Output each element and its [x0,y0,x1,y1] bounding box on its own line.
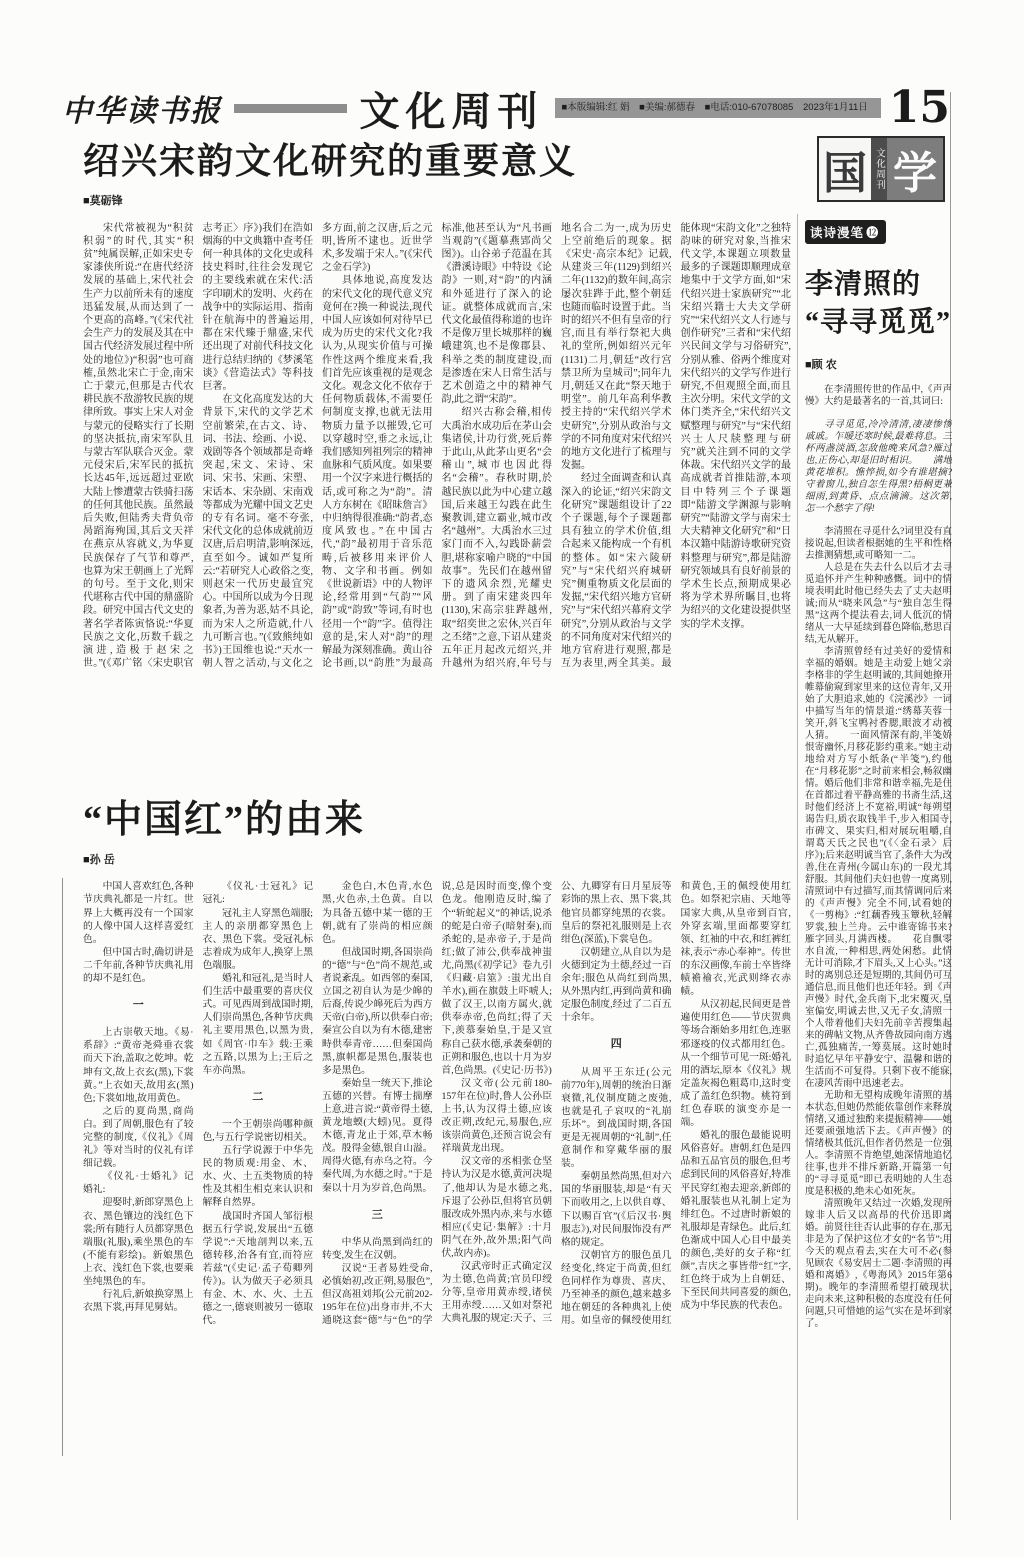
paragraph: 婚礼的服色最能说明风俗喜好。唐朝,红色是四品和五品官员的服色,但考虑到民间的风俗喜好,特准平民穿红袍去迎亲,新郎的婚礼服装也从礼制上定为绯红色。不过唐时新娘的礼服却是青绿色。此后,红色渐成中国人心目中最美的颜色,美好的女子称“红颜”,吉庆之事皆带“红”字,红色终于成为上自朝廷、下至民间共同喜爱的颜色,成为中华民族的代表色。 [680,1130,791,1312]
paragraph: 汉朝官方的服色虽几经变化,终定于尚黄,但红色同样作为尊贵、喜庆、乃至神圣的颜色,越来越多地在朝廷的各种典礼上使用。如皇帝的佩绶使用红和黄色,王的佩绶使用红色。如祭祀宗庙、天地等国家大典,从皇帝到百官,外穿玄端,里面都要穿红领、红袖的中衣,和红裤红袜,表示“赤心奉神”。传世的东汉画像,车前士卒皆绛帻襜褕衣,光武则绛衣赤帻。 [561,881,791,1327]
sidebar-article-author: ■顾 农 [805,358,837,371]
paragraph: 无助和无望构成晚年清照的基本状态,但她仍然能依靠创作来释放情绪,又通过独酌来提振精神——她还要顽强地活下去。《声声慢》的情绪极其低沉,但作者仍然是一位强人。李清照不肯绝望,她深情地追忆往事,也并不排斥新路,开篇第一句的“寻寻觅觅”即已表明她的人生态度是积极的,绝未心如死灰。 [805,1090,952,1197]
paragraph: 具体地说,高度发达的宋代文化的现代意义究竟何在?换一种说法,现代中国人应该如何对待早已成为历史的宋代文化?我认为,从现实价值与可操作性这两个维度来看,我们首先应该重视的是观念文化。观念文化不依存于任何物质载体,不需要任何制度支撑,也就无法用物质力量予以摧毁,它可以穿越时空,垂之永远,让我们感知列祖列宗的精神血脉和气质风度。如果要用一个汉字来进行概括的话,或可称之为“韵”。清人方东树在《昭昧詹言》中归纳得很准确:“韵者,态度风致也。”在中国古代,“韵”最初用于音乐范畴,后被移用来评价人物、文字和书画。例如《世说新语》中的人物评论,经常用到“气韵”“风韵”或“韵致”等词,有时也径用一个“韵”字。值得注意的是,宋人对“韵”的理解最为深刻准确。黄山谷论书画,以“韵胜”为最高标准,他甚至认为“凡书画当观韵”(《题摹燕郢尚父图》)。山谷弟子范温在其《濳溪诗眼》中特设《论韵》一则,对“韵”的内涵和外延进行了深入的论证。就整体成就而言,宋代文化最值得称道的也许不是像万里长城那样的巍峨建筑,也不是像郡县、科举之类的制度建设,而是渗透在宋人日常生活与艺术创造之中的精神气韵,此之谓“宋韵”。 [322,222,552,670]
paragraph: 秦朝虽然尚黑,但对六国的华丽服装,却是“有天下而收用之,上以供自尊、下以赐百官”(《后汉书·舆服志》),对民间服饰没有严格的规定。 [561,1171,672,1248]
sidebar-article-title [805,266,952,342]
sidebar-column [805,136,952,1544]
paragraph: 之后的夏尚黑,商尚白。到了周朝,服色有了较完整的制度,《仪礼》《周礼》等对当时的仪礼有详细记载。 [83,1105,194,1170]
section-number: 二 [252,1090,264,1103]
article-chinared-author: ■孙 岳 [83,854,115,867]
sidebar-title-line1: 李清照的 [805,269,922,300]
column-badge-label: 读诗漫笔 [810,226,865,240]
paragraph: 在文化高度发达的大背景下,宋代的文学艺术空前繁荣,在古文、诗、词、书法、绘画、小说、戏剧等各个领域都是奇峰突起,宋文、宋诗、宋词、宋书、宋画、宋塑、宋话本、宋杂剧、宋南戏等都成为光耀中国文艺史的专有名词。毫不夸张,宋代文化的总体成就前迈汉唐,后启明清,影响深远,直至如今。诚如严复所云:“若研究人心政俗之变,则赵宋一代历史最宜究心。中国所以成为今日现象者,为善为恶,姑不具论,而为宋人之所造就,什八九可断言也。”(《致熊纯如书》)王国维也说:“天水一朝人智之活动,与文化之多方面,前之汉唐,后之元明,皆所不逮也。近世学术,多发端于宋人。”(《宋代之金石学》) [202,222,433,670]
paragraph: 但战国时期,各国崇尚的“德”与“色”尚不规范,或者说紊乱。如西邻的秦国,立国之初自认为是少皞的后裔,传说少皞死后为西方天帝(白帝),所以供奉白帝;秦宣公自以为有木德,建密畤供奉青帝……但秦国尚黑,旗帜都是黑色,服装也多是黑色。 [322,946,433,1076]
paragraph: 秦始皇一统天下,推论五德的兴替。有博士揣摩上意,进言说:“黄帝得土德,黄龙地蝡(大蚓)见。夏得木德,青龙止于郊,草木畅茂。殷得金德,银自山溢。周得火德,有赤乌之符。今秦代周,为水德之时。”于是秦以十月为岁首,色尚黑。 [322,1077,433,1194]
article-chinared-body [83,880,791,1524]
paragraph: 中华从尚黑到尚红的转变,发生在汉朝。 [322,1236,433,1261]
paragraph: 经过全面调查和认真深入的论证,“绍兴宋韵文化研究”课题组设计了22个子课题,每个子课题都具有独立的学术价值,组合起来又能构成一个有机的整体。如“宋六陵研究”与“宋代绍兴府城研究”侧重物质文化层面的发掘,“宋代绍兴地方官研究”与“宋代绍兴幕府文学研究”,分别从政治与文学的不同角度对宋代绍兴的地方官府进行观照,都是互为表里,两全其美。最能体现“宋韵文化”之独特韵味的研究对象,当推宋代文学,本课题立项数量最多的子课题即顺理成章地集中于文学方面,如“宋代绍兴进士家族研究”“北宋绍兴籍士大夫文学研究”“宋代绍兴文人行迹与创作研究”三者和“宋代绍兴民间文学与习俗研究”,分别从雅、俗两个维度对宋代绍兴的文学写作进行研究,不但观照全面,而且主次分明。宋代文学的文体门类齐全,“宋代绍兴文赋整理与研究”与“宋代绍兴士人尺牍整理与研究”就关注到不同的文学体裁。宋代绍兴文学的最高成就者首推陆游,本项目中特列三个子课题即“陆游文学渊源与影响研究”“陆游文学与南宋士大夫精神文化研究”和“日本汉籍中陆游诗歌研究资料整理与研究”,都是陆游研究领域具有良好前景的学术生长点,预期成果必将为学术界所瞩目,也将为绍兴的文化建设提供坚实的学术支撑。 [561,222,791,670]
section-number: 一 [132,999,144,1012]
main-content-area [83,142,791,1524]
edition-info-bar [555,98,880,118]
guoxue-stamp [817,136,945,202]
editor-info: ■本版编辑:红 娟 [561,102,630,114]
paragraph: 汉朝建立,从自以为是火德到定为土德,经过一百余年;服色从尚红到尚黑,从外黑内红,再到尚黄和确定服色制度,经过了二百五十余年。 [561,946,672,1024]
poem-block: 寻寻觅觅,冷冷清清,凄凄惨惨戚戚。乍暖还寒时候,最难将息。三杯两盏淡酒,怎敌他晚来风急?雁过也,正伤心,却是旧时相识。 满地黄花堆积。憔悴损,如今有谁堪摘?守着窗儿,独自怎生得黑?梧桐更兼细雨,到黄昏、点点滴滴。这次第,怎一个愁字了得! [805,419,952,514]
paragraph: 冠礼主人穿黑色端服;主人的亲朋都穿黑色上衣、黑色下裳。受冠礼标志着成为成年人,换穿上黑色端服。 [202,907,313,971]
column-badge-number: ⓬ [866,226,880,240]
stamp-char-xue: 学 [887,138,943,200]
article-songyun [83,142,791,774]
paragraph: 李清照在寻觅什么?词里没有直接说起,但读者根据她的生平和性格去推测猜想,或可略知一二。 [805,526,952,561]
stamp-char-guo: 国 [819,138,871,200]
paragraph: 《仪礼·士婚礼》记婚礼: [83,1171,194,1196]
paragraph: 但中国古时,确切讲是二千年前,各种节庆典礼用的却不是红色。 [83,946,194,985]
paragraph: 一个王朝崇尚哪种颜色,与五行学说密切相关。 [202,1118,313,1143]
paragraph: 中国人喜欢红色,各种节庆典礼都是一片红。世界上大概再没有一个国家的人像中国人这样喜爱红色。 [83,881,194,945]
designer-info: ■美编:郝德春 [639,102,696,114]
paragraph: 行礼后,新娘换穿黑上衣黑下裳,再拜见舅姑。 [83,1289,194,1314]
masthead-rule-left [234,104,347,113]
paragraph: 《仪礼·士冠礼》记冠礼: [202,881,313,906]
left-edge-rule [62,878,63,1456]
paragraph: 汉文帝(公元前180-157年在位)时,鲁人公孙臣上书,认为汉得土德,应该改正朔,改纪元,易服色,应该崇尚黄色,还预言说会有祥瑞黄龙出现。 [441,1077,552,1155]
paragraph: 李清照曾经有过美好的爱情和幸福的婚姻。她是主动爱上她父亲李格非的学生赵明诚的,其间她撩开帷幕偷窥到家里来的这位青年,又开始了大胆追求,她的《浣溪沙》一词中描写当年的情景道:“绣幕芙蓉一笑开,斜飞宝鸭衬香腮,眼波才动被人猜。 一面风情深有韵,半笺娇恨寄幽怀,月移花影约重来。”她主动地给对方写小纸条(“半笺”),约他在“月移花影”之时前来相会,畅叙幽情。婚后他们非常和谐幸福,先是住在首都过着平静高雅的书斋生活,这时他们经济上不宽裕,明诚“每朔望谒告归,质衣取钱半千,步入相国寺,市碑文、果实归,相对展玩咀嚼,自谓葛天氏之民也”(《〈金石录〉后序》);后来赵明诚当官了,条件大为改善,住在青州(今属山东)的一段尤其舒服。其间他们夫妇也曾一度离别,清照词中有过描写,而其情调同后来的《声声慢》完全不同,试看她的《一剪梅》:“红藕香残玉簟秋,轻解罗裳,独上兰舟。云中谁寄锦书来?雁字回头,月满西楼。 花自飘零水自流,一种相思,两处闲愁。此情无计可消除,才下眉头,又上心头。”这时的离别总还是短期的,其间仍可互通信息,而且他们也还年轻。到《声声慢》时代,金兵南下,北宋覆灭,皇室偏安,明诚去世,又无子女,清照一个人带着他们夫妇先前辛苦搜集起来的碑帖文物,从齐鲁故园向南方逃亡,孤独痛苦,一筹莫展。这时她时时追忆早年平静安宁、温馨和谐的生活而不可复得。只剩下夜不能寐,在凄风苦雨中迅速老去。 [805,646,952,1089]
sidebar-title-line2: “寻寻觅觅” [805,306,952,338]
section-title: 文化周刊 [359,88,544,134]
paragraph: 汉文帝的丞相张仓坚持认为汉是水德,黄河决堤了,他却认为是水德之兆,斥退了公孙臣,但将官员朝服改成外黑内赤,来与水德相应(《史记·集解》:十月阴气在外,故外黑;阳气尚伏,故内赤)。 [441,1156,552,1260]
paragraph: 五行学说源于中华先民的物质观:用金、木、水、火、土五类物质的特性及其相生相克来认识和解释自然界。 [202,1145,313,1209]
section-number: 四 [610,1038,622,1051]
paragraph: 在李清照传世的作品中,《声声慢》大约是最著名的一首,其词曰: [805,384,952,407]
paragraph: 人总是在失去什么以后才去寻觅追怀并产生种种感慨。词中的情境表明此时他已经失去了丈夫赵明诚;而从“晓来风急”与“独自怎生得黑”这两个提法看去,词人低沉的情绪从一大早延续到暮色降临,愁思百结,无从解开。 [805,562,952,645]
paragraph: 汉武帝时正式确定汉为土德,色尚黄;官员印绶分等,皇帝用黄赤绶,诸侯王用赤绶……又如对祭祀大典礼服的规定:天子、三公、九卿穿有日月星辰等彩饰的黑上衣、黑下裳,其他官员都穿纯黑的衣裳。皇后的祭祀礼服则是上衣绀色(深蓝),下裳皂色。 [441,881,672,1325]
paragraph: 从周平王东迁(公元前770年),周朝的统治日渐衰微,礼仪制度随之废弛,也就是孔子哀叹的“礼崩乐坏”。到战国时期,各国更是无视周朝的“礼制”,任意制作和穿戴华丽的服装。 [561,1066,672,1170]
paragraph: 金色白,木色青,水色黑,火色赤,土色黄。自以为具备五德中某一德的王朝,就有了崇尚的相应颜色。 [322,881,433,945]
paragraph: 从汉初起,民间更是普遍使用红色——节庆贺典等场合渐始多用红色,连驱邪逐疫的仪式都用红色。从一个细节可见一斑:婚礼用的酒坛,原本《仪礼》规定盖灰褐色粗葛巾,这时变成了盖红色织物。桃符到红色春联的演变亦是一端。 [680,999,791,1129]
paragraph: 上古崇敬天地。《易·系辞》:“黄帝尧舜垂衣裳而天下治,盖取之乾坤。乾坤有文,故上衣玄(黑),下裳黄。”上衣如天,故用玄(黑)色;下裳如地,故用黄色。 [83,1027,194,1104]
paragraph: 清照晚年又结过一次婚,发现所嫁非人后又以高昂的代价迅即离婚。前贤往往否认此事的存在,那无非是为了保护这位才女的“名节”;用今天的观点看去,实在大可不必(参见顾农《易安居士二题·李清照的再婚和离婚》,《粤海风》2015年第6期)。晚年的李清照希望打破现状,走向未来,这种积极的态度没有任何问题,只可惜她的运气实在是坏到家了。 [805,1198,952,1329]
stamp-strip-label: 文化周刊 [871,138,887,200]
masthead [62,82,950,134]
issue-date: 2023年1月11日 [802,102,868,114]
column-badge [805,220,886,244]
paragraph: 汉说“王者易姓受命,必慎始初,改正朔,易服色”,但汉高祖刘邦(公元前202-195年在位)出身市井,不大通晓这套“德”与“色”的学说,总是因时而变,像个变色龙。他刚造反时,编了个“斩蛇起义”的神话,说杀的蛇是白帝子(暗射秦),而杀蛇的,是赤帝子,于是尚红;做了沛公,供奉战神蚩尤,尚黑(《初学记》卷九引《归藏·启筮》:蚩尤出自羊水),画在旗鼓上吓唬人;做了汉王,以南方属火,就供奉赤帝,色尚红;得了天下,羡慕秦始皇,于是又宣称自己获水德,承袭秦朝的正朔和服色,也以十月为岁首,色尚黑。(《史记·历书》) [322,881,552,1327]
article-songyun-author: ■莫砺锋 [83,194,123,207]
article-chinared-title: “中国红”的由来 [83,798,366,841]
section-number: 三 [371,1208,383,1221]
article-songyun-body [83,222,791,774]
article-songyun-title: 绍兴宋韵文化研究的重要意义 [83,141,578,181]
sidebar-divider-rule [797,214,798,1520]
paragraph: 婚礼和冠礼,是当时人们生活中最重要的喜庆仪式。可见西周到战国时期,人们崇尚黑色,各种节庆典礼主要用黑色,以黑为贵,如《周官·巾车》载:王乘之五路,以黑为上;王后之车亦尚黑。 [202,973,313,1076]
page-number: 15 [888,82,950,133]
paragraph: 迎娶时,新郎穿黑色上衣、黑色镶边的浅红色下裳;所有随行人员都穿黑色端服(礼服),乘坐黑色的车(不能有彩绘)。新娘黑色上衣、浅红色下裳,也要乘坐纯黑色的车。 [83,1197,194,1288]
sidebar-article-body [805,384,952,1544]
paragraph: 绍兴古称会稽,相传大禹治水成功后在茅山会集诸侯,计功行赏,死后葬于此山,从此茅山更名“会稽山”,城市也因此得名“会稽”。春秋时期,於越民族以此为中心建立越国,后来越王勾践在此生聚教训,建立霸业,城市改名“越州”。大禹治水三过家门而不入,勾践卧薪尝胆,堪称家喻户晓的“中国故事”。先民们在越州留下的遗风余烈,光耀史册。到了南宋建炎四年(1130),宋高宗驻跸越州,取“绍奕世之宏休,兴百年之丕绪”之意,下诏从建炎五年正月起改元绍兴,并升越州为绍兴府,年号与地名合二为一,成为历史上空前绝后的现象。据《宋史·高宗本纪》记载,从建炎三年(1129)到绍兴二年(1132)的数年间,高宗屡次驻跸于此,整个朝廷也随而临时设置于此。当时的绍兴不但有皇帝的行宫,而且有举行祭祀大典礼的堂所,例如绍兴元年(1131)二月,朝廷“改行宫禁卫所为皇城司”;同年九月,朝廷又在此“祭天地于明堂”。前几年高利华教授主持的“宋代绍兴学术史研究”,分别从政治与文学的不同角度对宋代绍兴的地方文化进行了梳理与发掘。 [441,222,672,670]
paragraph: 战国时齐国人邹衍根据五行学说,发展出“五德学说”:“天地剖判以来,五德转移,治各有宜,而符应若兹”(《史记·孟子荀卿列传》)。认为做天子必须具有金、木、水、火、土五德之一,德衰则被另一德取代。 [202,1210,313,1327]
newspaper-logo: 中华读书报 [62,94,222,129]
article-chinared [83,800,791,1525]
paragraph: 宋代常被视为“积贫积弱”的时代,其实“积贫”纯属误解,正如宋史专家漆侠所说:“在唐代经济发展的基础上,宋代社会生产力以前所未有的速度迅猛发展,从而达到了一个更高的高峰。”(《宋代社会生产力的发展及其在中国古代经济发展过程中所处的地位》)“积弱”也可商榷,虽然北宋亡于金,南宋亡于蒙元,但那是古代农耕民族不敌游牧民族的规律所致。事实上宋人对金与蒙元的侵略实行了长期的坚决抵抗,南宋军队且与蒙古军队联合灭金。蒙元侵宋后,宋军民的抵抗长达45年,远远超过亚欧大陆上惨遭蒙古铁骑扫荡的任何其他民族。虽然最后失败,但陆秀夫背负帝昺蹈海殉国,其后文天祥在燕京从容就义,为华夏民族保存了气节和尊严,也算为宋王朝画上了光辉的句号。至于文化,则宋代堪称古代中国的鼎盛阶段。研究中国古代文史的著名学者陈寅恪说:“华夏民族之文化,历数千载之演进,造极于赵宋之世。”(《邓广铭〈宋史职官志考正〉序》)我们在浩如烟海的中文典籍中查考任何一种具体的文化史或科技史料时,往往会发现它的主要线索就在宋代:活字印刷术的发明、火药在战争中的实际运用、指南针在航海中的普遍运用,都在宋代臻于鼎盛,宋代还出现了对前代科技文化进行总结归纳的《梦溪笔谈》《营造法式》等科技巨著。 [83,222,313,670]
phone-info: ■电话:010-67078085 [704,102,794,114]
